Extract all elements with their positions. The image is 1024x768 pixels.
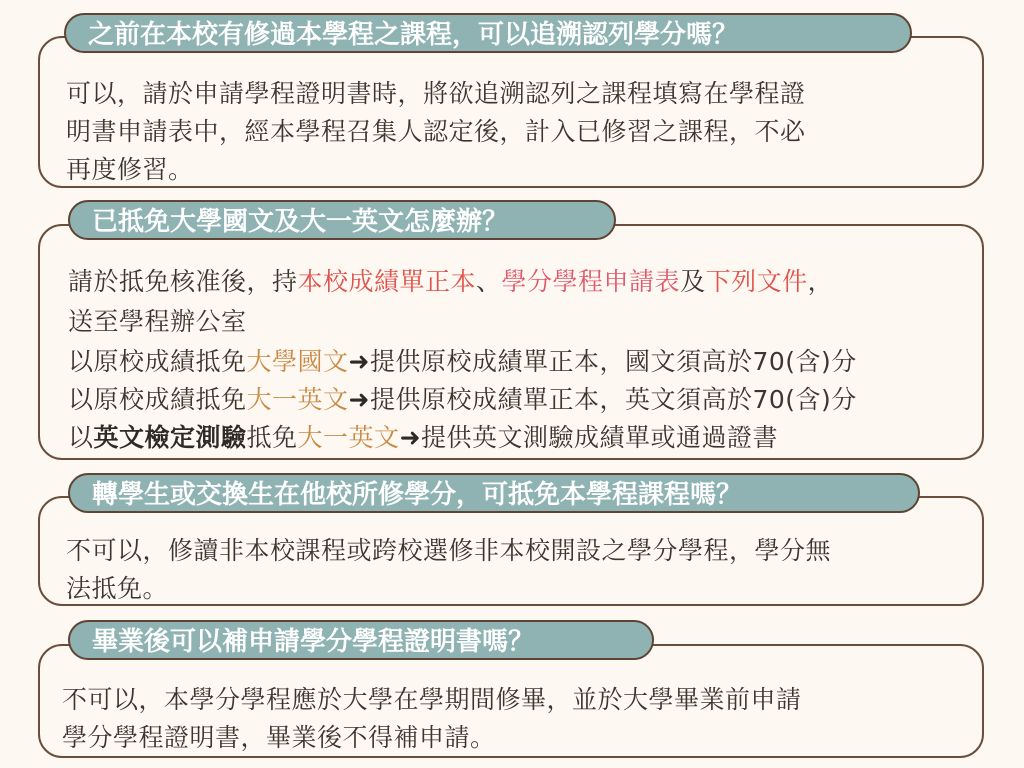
faq-answer-4-line-1: 不可以，本學分學程應於大學在學期間修畢，並於大學畢業前申請 xyxy=(62,685,802,714)
text-segment: 提供原校成績單正本，英文須高於70(含)分 xyxy=(369,385,857,414)
faq-answer-3-line-1: 不可以，修讀非本校課程或跨校選修非本校開設之學分學程，學分無 xyxy=(66,536,832,565)
faq-answer-2-line-1 xyxy=(68,262,833,298)
highlight-english: 大一英文 xyxy=(297,423,400,452)
text-segment: 以原校成績抵免 xyxy=(68,347,247,376)
text-segment: 請於抵免核准後，持 xyxy=(68,267,298,296)
faq-answer-4-line-2: 學分學程證明書，畢業後不得補申請。 xyxy=(62,723,496,752)
faq-question-2-text: 已抵免大學國文及大一英文怎麼辦？ xyxy=(92,207,509,237)
text-segment: 以原校成績抵免 xyxy=(68,385,247,414)
faq-answer-2-line-5 xyxy=(68,418,778,454)
text-segment: 抵免 xyxy=(246,423,298,452)
faq-answer-2-line-2: 送至學程辦公室 xyxy=(68,307,247,336)
faq-answer-1-line-2: 明書申請表中，經本學程召集人認定後，計入已修習之課程，不必 xyxy=(66,117,806,146)
highlight-documents: 下列文件 xyxy=(705,267,808,296)
text-segment: 提供英文測驗成績單或通過證書 xyxy=(421,423,779,452)
faq-question-2 xyxy=(68,200,616,240)
arrow-icon: ➜ xyxy=(399,423,422,452)
arrow-icon: ➜ xyxy=(348,347,370,376)
faq-answer-2-line-4 xyxy=(68,380,857,416)
faq-answer-3-line-2: 法抵免。 xyxy=(66,574,169,603)
bold-english-test: 英文檢定測驗 xyxy=(93,423,247,452)
text-segment: 及 xyxy=(680,267,706,296)
highlight-application-form: 學分學程申請表 xyxy=(501,267,681,296)
faq-question-4-text: 畢業後可以補申請學分學程證明書嗎？ xyxy=(92,627,535,657)
faq-answer-1-line-3: 再度修習。 xyxy=(66,155,194,184)
faq-answer-1-line-1: 可以，請於申請學程證明書時，將欲追溯認列之課程填寫在學程證 xyxy=(66,79,806,108)
text-segment: ， xyxy=(807,267,834,296)
text-segment: 提供原校成績單正本，國文須高於70(含)分 xyxy=(369,347,857,376)
faq-question-3-text: 轉學生或交換生在他校所修學分，可抵免本學程課程嗎？ xyxy=(92,480,743,510)
highlight-english: 大一英文 xyxy=(246,385,349,414)
faq-question-4 xyxy=(68,620,654,660)
faq-question-1-text: 之前在本校有修過本學程之課程，可以追溯認列學分嗎？ xyxy=(88,20,739,50)
faq-question-3 xyxy=(68,473,920,513)
text-segment: 、 xyxy=(476,267,502,296)
text-segment: 以 xyxy=(68,423,94,452)
highlight-chinese: 大學國文 xyxy=(246,347,349,376)
highlight-transcript: 本校成績單正本 xyxy=(297,267,477,296)
faq-question-1 xyxy=(64,13,912,53)
faq-answer-2-line-3 xyxy=(68,342,857,378)
arrow-icon: ➜ xyxy=(348,385,370,414)
